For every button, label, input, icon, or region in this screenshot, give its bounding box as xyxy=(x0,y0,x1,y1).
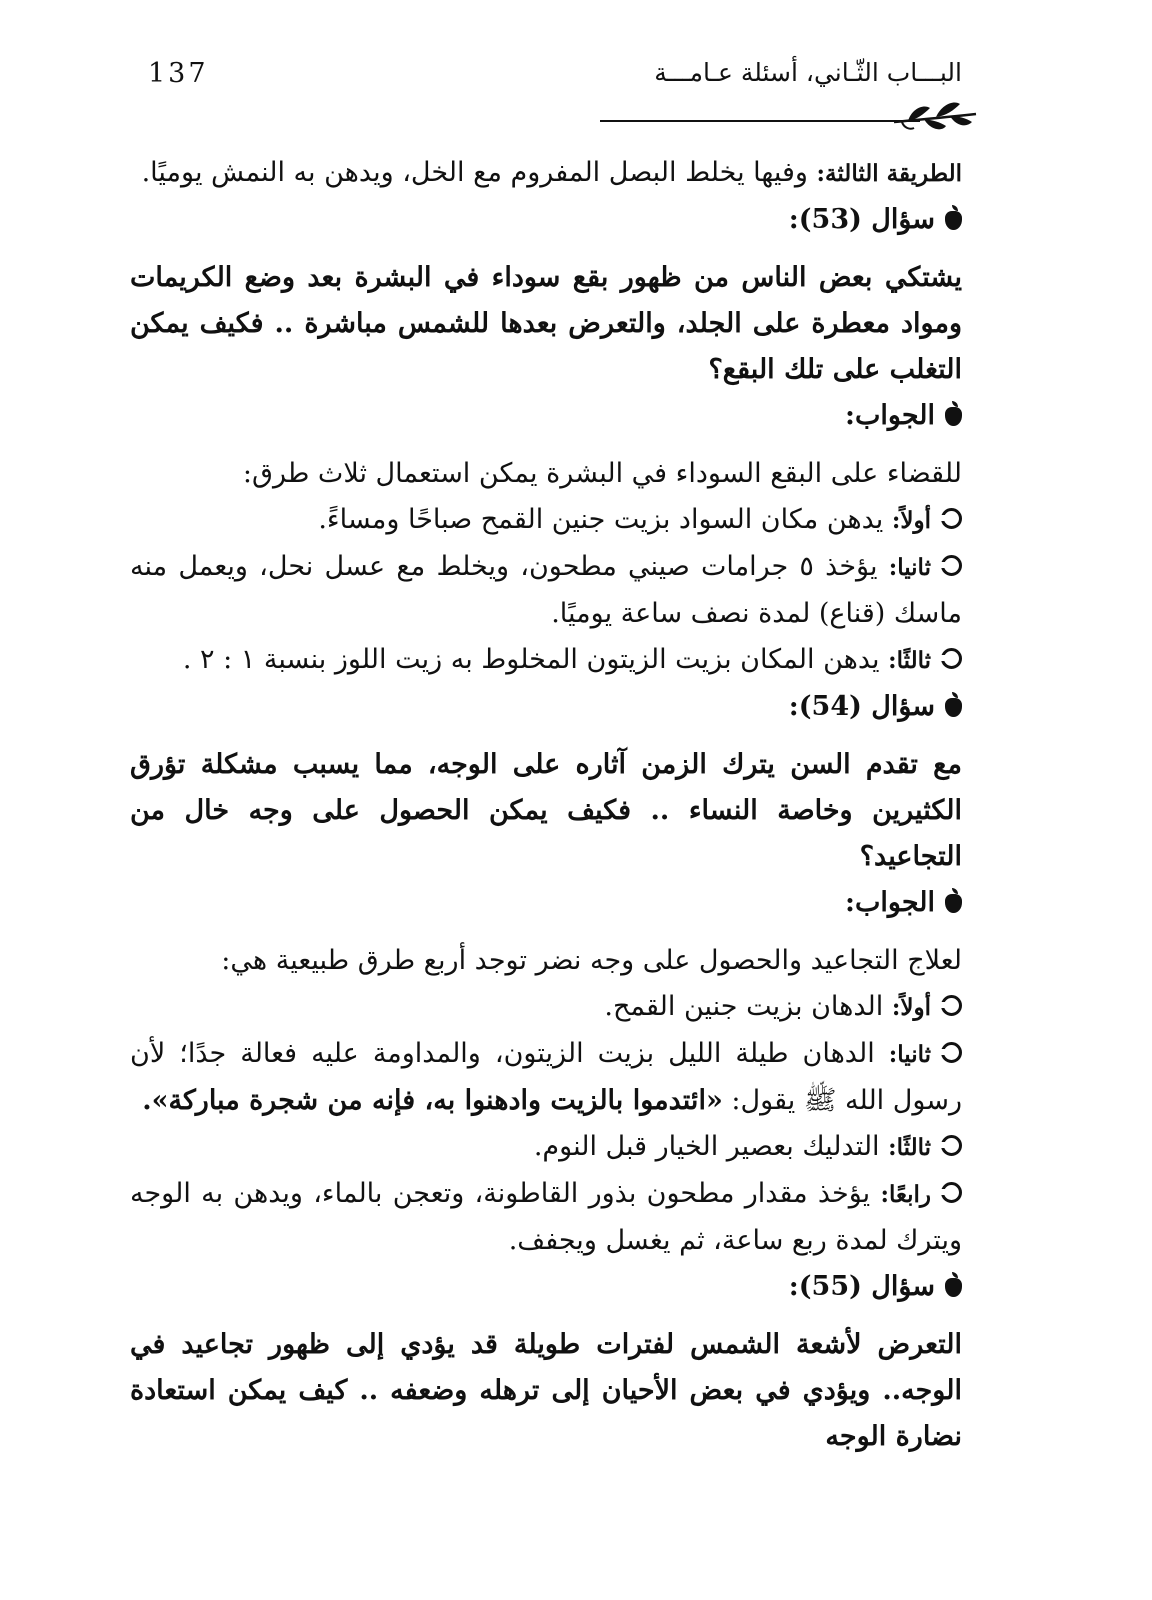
answer-53-item-2 xyxy=(130,544,962,637)
item-bullet-icon xyxy=(941,555,962,576)
question-53-label: سؤال (53): xyxy=(788,204,935,235)
item-text: يدهن مكان السواد بزيت جنين القمح صباحًا ومساءً. xyxy=(318,504,884,535)
item-text: الدهان طيلة الليل بزيت الزيتون، والمداومة عليه فعالة جدًا؛ لأن رسول الله ﷺ يقول: xyxy=(130,1038,962,1116)
item-label: ثالثًا: xyxy=(888,647,931,674)
answer-54-item-4 xyxy=(130,1171,962,1264)
item-label: ثانيا: xyxy=(888,554,931,581)
item-label: أولاً: xyxy=(891,507,931,534)
question-53-heading xyxy=(130,197,962,243)
item-text: الدهان بزيت جنين القمح. xyxy=(604,991,884,1022)
item-bullet-icon xyxy=(941,508,962,529)
item-bullet-icon xyxy=(941,648,962,669)
item-text: يؤخذ مقدار مطحون بذور القاطونة، وتعجن بالماء، ويدهن به الوجه ويترك لمدة ربع ساعة، ثم يغسل ويجفف. xyxy=(130,1178,962,1256)
question-53-text: يشتكي بعض الناس من ظهور بقع سوداء في البشرة بعد وضع الكريمات ومواد معطرة على الجلد، والتعرض بعدها للشمس مباشرة .. فكيف يمكن التغلب على تلك البقع؟ xyxy=(130,262,962,385)
item-bullet-icon xyxy=(941,995,962,1016)
question-55-heading xyxy=(130,1264,962,1310)
method-three-text: وفيها يخلط البصل المفروم مع الخل، ويدهن به النمش يوميًا. xyxy=(141,157,808,188)
header-rule xyxy=(595,96,980,136)
item-label: رابعًا: xyxy=(880,1181,931,1208)
page-number: 137 xyxy=(148,58,209,89)
answer-54-heading xyxy=(130,880,962,926)
answer-54-item-3 xyxy=(130,1124,962,1171)
item-text: يدهن المكان بزيت الزيتون المخلوط به زيت اللوز بنسبة ١ : ٢ . xyxy=(182,644,880,675)
method-three-label: الطريقة الثالثة: xyxy=(816,160,962,187)
answer-53-item-1 xyxy=(130,497,962,544)
item-label: أولاً: xyxy=(891,994,931,1021)
answer-53-item-3 xyxy=(130,637,962,684)
answer-54-item-1 xyxy=(130,984,962,1031)
apple-bullet-icon xyxy=(945,698,962,717)
answer-label: الجواب: xyxy=(845,400,935,431)
running-title: البـــاب الثّـاني، أسئلة عـامـــة xyxy=(654,58,962,87)
item-bullet-icon xyxy=(941,1182,962,1203)
answer-53-intro: للقضاء على البقع السوداء في البشرة يمكن استعمال ثلاث طرق: xyxy=(242,458,962,489)
question-54-label: سؤال (54): xyxy=(788,691,935,722)
item-bullet-icon xyxy=(941,1135,962,1156)
question-55-text: التعرض لأشعة الشمس لفترات طويلة قد يؤدي إلى ظهور تجاعيد في الوجه.. ويؤدي في بعض الأحيان إلى ترهله وضعفه .. كيف يمكن استعادة نضارة الوجه xyxy=(130,1329,962,1452)
item-label: ثالثًا: xyxy=(888,1134,931,1161)
divider-line xyxy=(600,120,920,122)
apple-bullet-icon xyxy=(945,211,962,230)
item-text: يؤخذ ٥ جرامات صيني مطحون، ويخلط مع عسل نحل، ويعمل منه ماسك (قناع) لمدة نصف ساعة يوميًا. xyxy=(130,551,962,629)
page-header xyxy=(130,58,962,98)
hadith-quote: «ائتدموا بالزيت وادهنوا به، فإنه من شجرة مباركة». xyxy=(142,1085,723,1116)
apple-bullet-icon xyxy=(945,894,962,913)
method-three-paragraph xyxy=(130,150,962,197)
question-54-heading xyxy=(130,684,962,730)
apple-bullet-icon xyxy=(945,1278,962,1297)
item-text: التدليك بعصير الخيار قبل النوم. xyxy=(533,1131,880,1162)
item-bullet-icon xyxy=(941,1042,962,1063)
answer-53-heading xyxy=(130,393,962,439)
apple-bullet-icon xyxy=(945,407,962,426)
question-55-label: سؤال (55): xyxy=(788,1271,935,1302)
page-body xyxy=(130,150,962,1460)
leaf-ornament-icon xyxy=(890,96,980,136)
answer-54-item-2 xyxy=(130,1031,962,1124)
question-54-text: مع تقدم السن يترك الزمن آثاره على الوجه، مما يسبب مشكلة تؤرق الكثيرين وخاصة النساء .. فكيف يمكن الحصول على وجه خال من التجاعيد؟ xyxy=(130,749,962,872)
answer-54-intro: لعلاج التجاعيد والحصول على وجه نضر توجد أربع طرق طبيعية هي: xyxy=(221,945,962,976)
item-label: ثانيا: xyxy=(888,1041,931,1068)
answer-label: الجواب: xyxy=(845,887,935,918)
